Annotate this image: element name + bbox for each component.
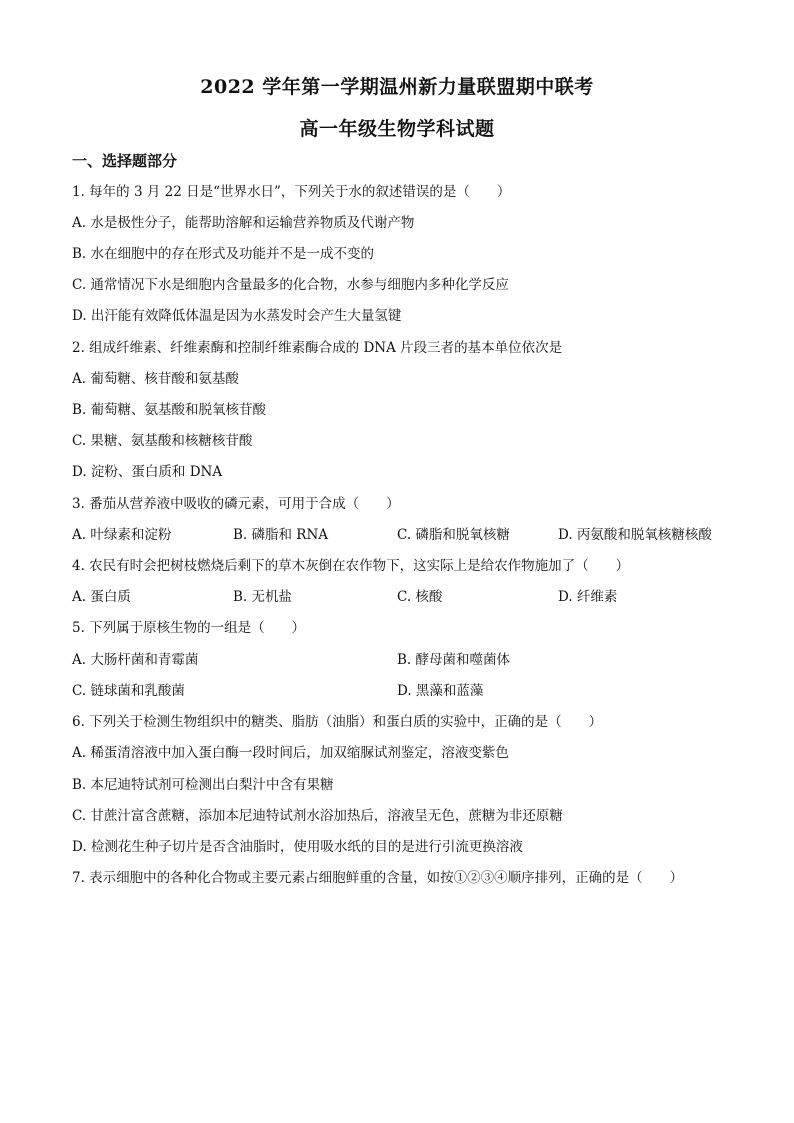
question-5-option-b: B. 酵母菌和噬菌体 (397, 652, 511, 668)
exam-subtitle: 高一年级生物学科试题 (299, 118, 495, 140)
question-1-option-d: D. 出汗能有效降低体温是因为水蒸发时会产生大量氢键 (72, 308, 402, 324)
section-heading: 一、选择题部分 (72, 152, 178, 170)
exam-title: 2022 学年第一学期温州新力量联盟期中联考 (200, 76, 594, 98)
question-7-stem: 7. 表示细胞中的各种化合物或主要元素占细胞鲜重的含量，如按①②③④顺序排列，正确的是（ ） (72, 870, 684, 886)
question-1-option-c: C. 通常情况下水是细胞内含量最多的化合物，水参与细胞内多种化学反应 (72, 277, 509, 293)
question-6-option-b: B. 本尼迪特试剂可检测出白梨汁中含有果糖 (72, 777, 334, 793)
question-2-option-a: A. 葡萄糖、核苷酸和氨基酸 (72, 371, 239, 387)
question-5-option-c: C. 链球菌和乳酸菌 (72, 683, 185, 699)
question-3-option-b: B. 磷脂和 RNA (233, 527, 329, 543)
question-5-option-a: A. 大肠杆菌和青霉菌 (72, 652, 199, 668)
question-2-option-d: D. 淀粉、蛋白质和 DNA (72, 464, 223, 480)
question-6-option-d: D. 检测花生种子切片是否含油脂时，使用吸水纸的目的是进行引流更换溶液 (72, 839, 523, 855)
question-3-option-a: A. 叶绿素和淀粉 (72, 527, 172, 543)
question-1-stem: 1. 每年的 3 月 22 日是“世界水日”，下列关于水的叙述错误的是（ ） (72, 184, 511, 200)
question-1-option-b: B. 水在细胞中的存在形式及功能并不是一成不变的 (72, 246, 375, 262)
question-6-option-c: C. 甘蔗汁富含蔗糖，添加本尼迪特试剂水浴加热后，溶液呈无色，蔗糖为非还原糖 (72, 808, 563, 824)
question-5-option-d: D. 黑藻和蓝藻 (397, 683, 484, 699)
question-2-option-c: C. 果糖、氨基酸和核糖核苷酸 (72, 433, 253, 449)
question-4-stem: 4. 农民有时会把树枝燃烧后剩下的草木灰倒在农作物下，这实际上是给农作物施加了（ ） (72, 558, 630, 574)
question-4-option-a: A. 蛋白质 (72, 589, 131, 605)
question-3-stem: 3. 番茄从营养液中吸收的磷元素，可用于合成（ ） (72, 496, 400, 512)
question-6-option-a: A. 稀蛋清溶液中加入蛋白酶一段时间后，加双缩脲试剂鉴定，溶液变紫色 (72, 745, 509, 761)
question-4-option-d: D. 纤维素 (558, 589, 618, 605)
question-2-stem: 2. 组成纤维素、纤维素酶和控制纤维素酶合成的 DNA 片段三者的基本单位依次是 (72, 340, 563, 356)
question-3-option-c: C. 磷脂和脱氧核糖 (397, 527, 510, 543)
question-1-option-a: A. 水是极性分子，能帮助溶解和运输营养物质及代谢产物 (72, 215, 415, 231)
question-2-option-b: B. 葡萄糖、氨基酸和脱氧核苷酸 (72, 402, 267, 418)
question-6-stem: 6. 下列关于检测生物组织中的糖类、脂肪（油脂）和蛋白质的实验中，正确的是（ ） (72, 714, 603, 730)
question-4-option-b: B. 无机盐 (233, 589, 293, 605)
question-5-stem: 5. 下列属于原核生物的一组是（ ） (72, 620, 306, 636)
question-4-option-c: C. 核酸 (397, 589, 443, 605)
question-3-option-d: D. 丙氨酸和脱氧核糖核酸 (558, 527, 712, 543)
